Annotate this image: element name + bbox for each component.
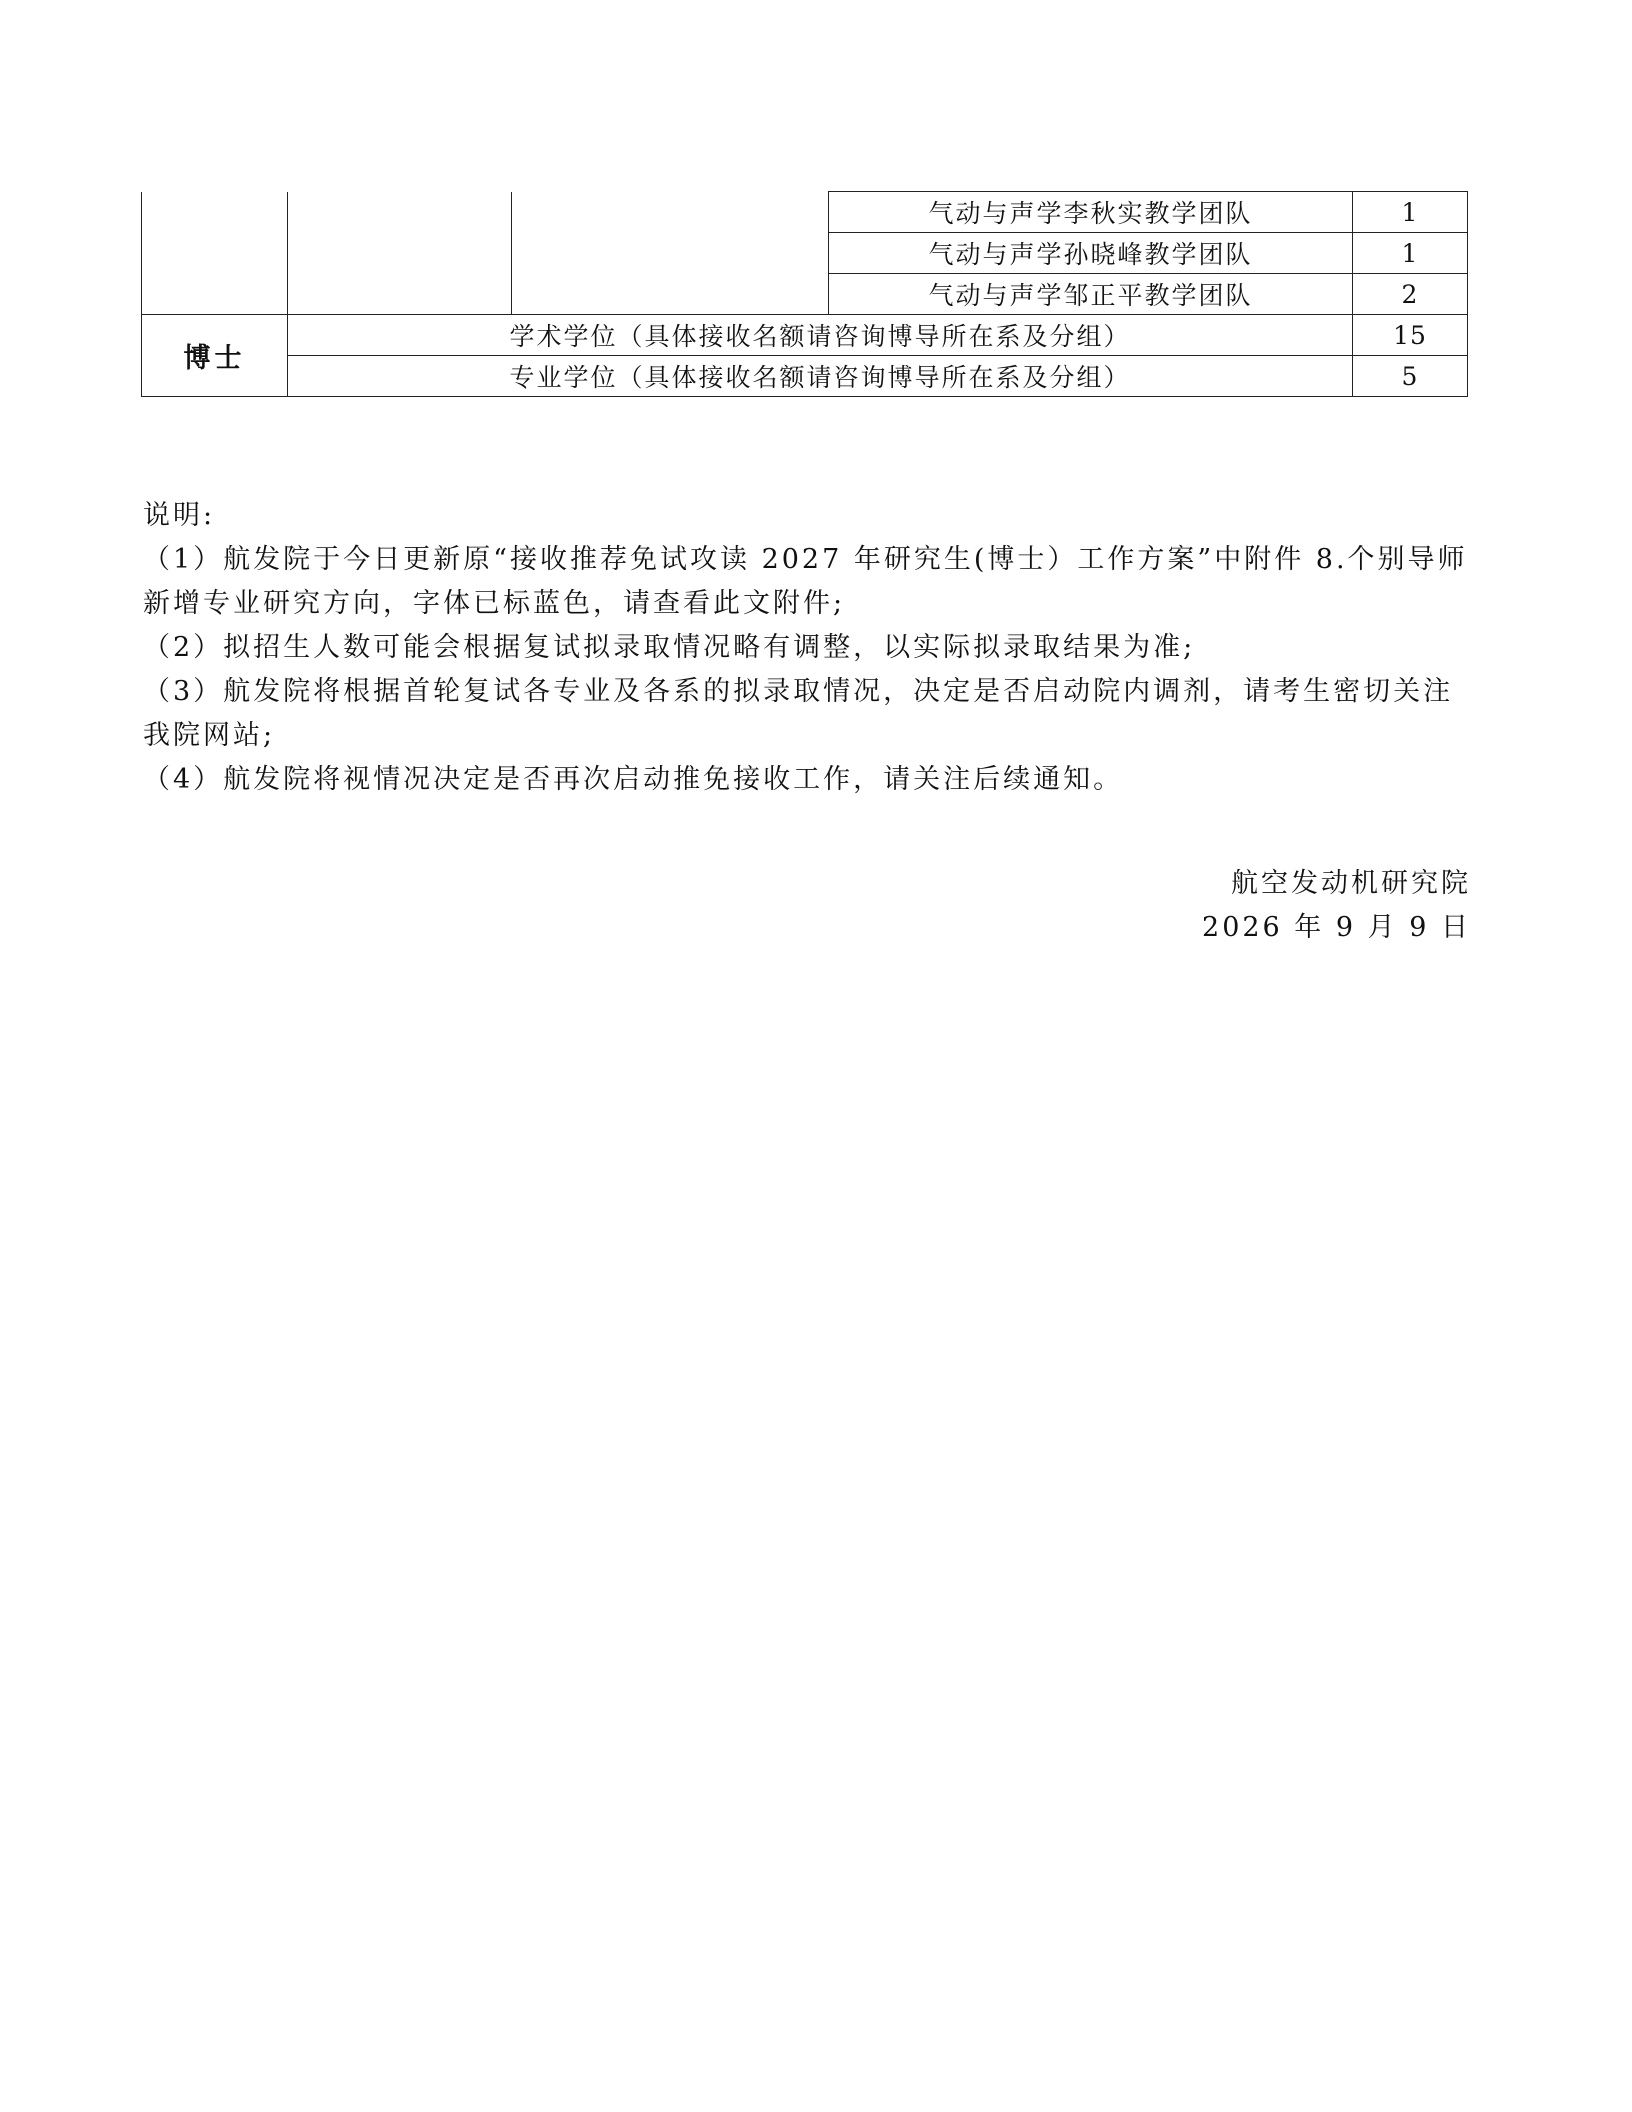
table-row	[142, 356, 1468, 397]
quota-cell: 2	[1353, 274, 1468, 315]
quota-cell: 1	[1353, 192, 1468, 233]
quota-cell: 5	[1353, 356, 1468, 397]
table-cell-empty	[142, 192, 288, 315]
team-name-cell: 气动与声学邹正平教学团队	[829, 274, 1353, 315]
degree-type-cell: 专业学位（具体接收名额请咨询博导所在系及分组）	[288, 356, 1353, 397]
issue-date: 2026 年 9 月 9 日	[1202, 912, 1471, 943]
notes-section	[143, 494, 1483, 802]
quota-cell: 15	[1353, 315, 1468, 356]
team-name-cell: 气动与声学孙晓峰教学团队	[829, 233, 1353, 274]
note-item: （2）拟招生人数可能会根据复试拟录取情况略有调整，以实际拟录取结果为准;	[143, 632, 1196, 663]
quota-table	[141, 191, 1468, 397]
signature-block	[1202, 862, 1471, 950]
note-item: （4）航发院将视情况决定是否再次启动推免接收工作，请关注后续通知。	[143, 764, 1124, 795]
table-cell-empty	[288, 192, 512, 315]
quota-cell: 1	[1353, 233, 1468, 274]
degree-level-cell: 博士	[142, 315, 288, 397]
table-row	[142, 315, 1468, 356]
note-item: （3）航发院将根据首轮复试各专业及各系的拟录取情况，决定是否启动院内调剂，请考生密切关注我院网站;	[143, 676, 1454, 751]
issuing-organization: 航空发动机研究院	[1231, 868, 1471, 899]
table-row	[142, 192, 1468, 233]
table-cell-empty	[512, 192, 829, 315]
team-name-cell: 气动与声学李秋实教学团队	[829, 192, 1353, 233]
note-item: （1）航发院于今日更新原“接收推荐免试攻读 2027 年研究生(博士）工作方案”中附件 8.个别导师新增专业研究方向，字体已标蓝色，请查看此文附件;	[143, 544, 1468, 619]
degree-type-cell: 学术学位（具体接收名额请咨询博导所在系及分组）	[288, 315, 1353, 356]
notes-heading: 说明:	[143, 500, 216, 531]
